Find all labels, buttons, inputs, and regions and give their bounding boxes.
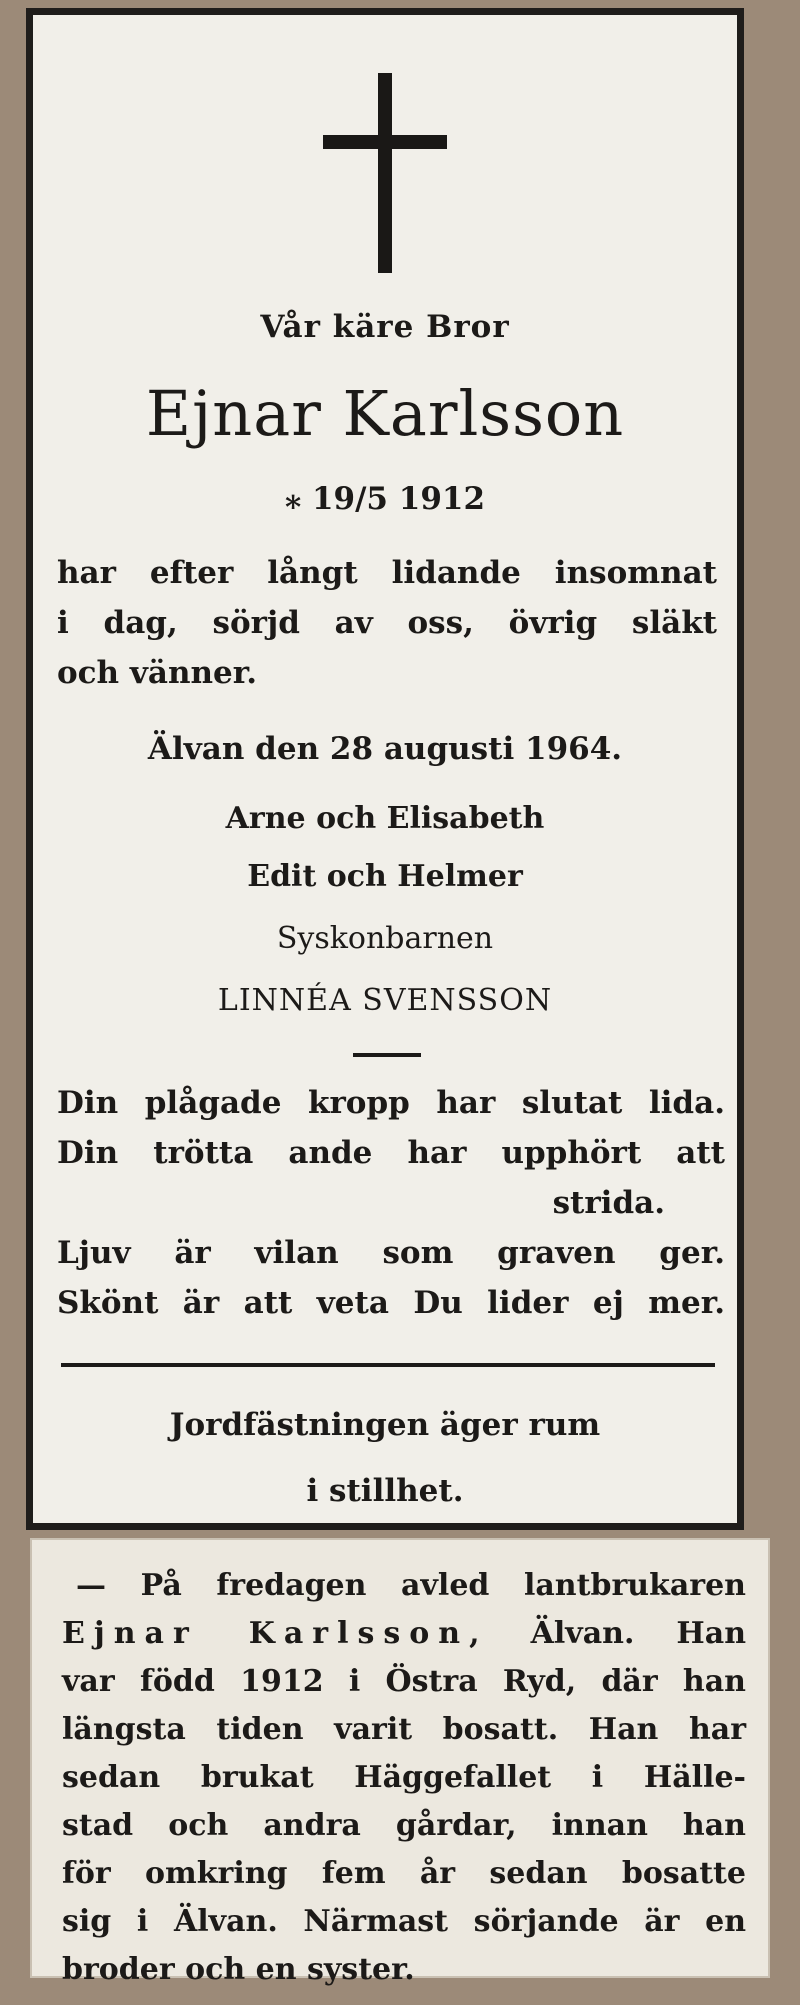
signature-line: Arne och Elisabeth [225,801,545,836]
signature-line: LINNÉA SVENSSON [217,983,553,1018]
signature-line: Edit och Helmer [247,859,523,894]
short-divider [353,1053,421,1057]
obituary-notice [26,8,744,1530]
clipping-line: sedan brukat Häggefallet i Hälle- [62,1760,746,1795]
clipping-line: längsta tiden varit bosatt. Han har [62,1712,746,1747]
long-divider [61,1363,715,1367]
place-date: Älvan den 28 augusti 1964. [147,731,623,767]
clipping-line: broder och en syster. [62,1952,415,1987]
news-clipping [30,1538,770,1987]
funeral-line: Jordfästningen äger rum [169,1407,601,1443]
verse-line: strida. [552,1185,665,1221]
verse-line: Din plågade kropp har slutat lida. [57,1085,725,1121]
clipping-line: var född 1912 i Östra Ryd, där han [62,1664,746,1699]
clipping-line [62,1616,746,1651]
birth-date: ⁎ 19/5 1912 [284,481,486,517]
verse-line: Din trötta ande har upphört att [57,1135,725,1171]
clipping-line: för omkring fem år sedan bosatte [62,1856,746,1891]
signature-line: Syskonbarnen [276,921,494,956]
notice-body-line: har efter långt lidande insomnat [57,555,717,591]
clipping-name: Ejnar Karlsson, [62,1616,489,1651]
clipping-line: sig i Älvan. Närmast sörjande är en [62,1904,746,1939]
funeral-line: i stillhet. [306,1473,464,1509]
clipping-line-rest: Älvan. Han [530,1616,747,1651]
notice-body-line: i dag, sörjd av oss, övrig släkt [57,605,717,641]
notice-body-line: och vänner. [57,655,258,691]
verse-line: Ljuv är vilan som graven ger. [57,1235,725,1271]
notice-intro: Vår käre Bror [260,309,510,345]
cross-icon [323,73,447,273]
clipping-line: stad och andra gårdar, innan han [62,1808,746,1843]
deceased-name: Ejnar Karlsson [145,377,625,450]
clipping-line: — På fredagen avled lantbrukaren [76,1568,746,1603]
verse-line: Skönt är att veta Du lider ej mer. [57,1285,725,1321]
